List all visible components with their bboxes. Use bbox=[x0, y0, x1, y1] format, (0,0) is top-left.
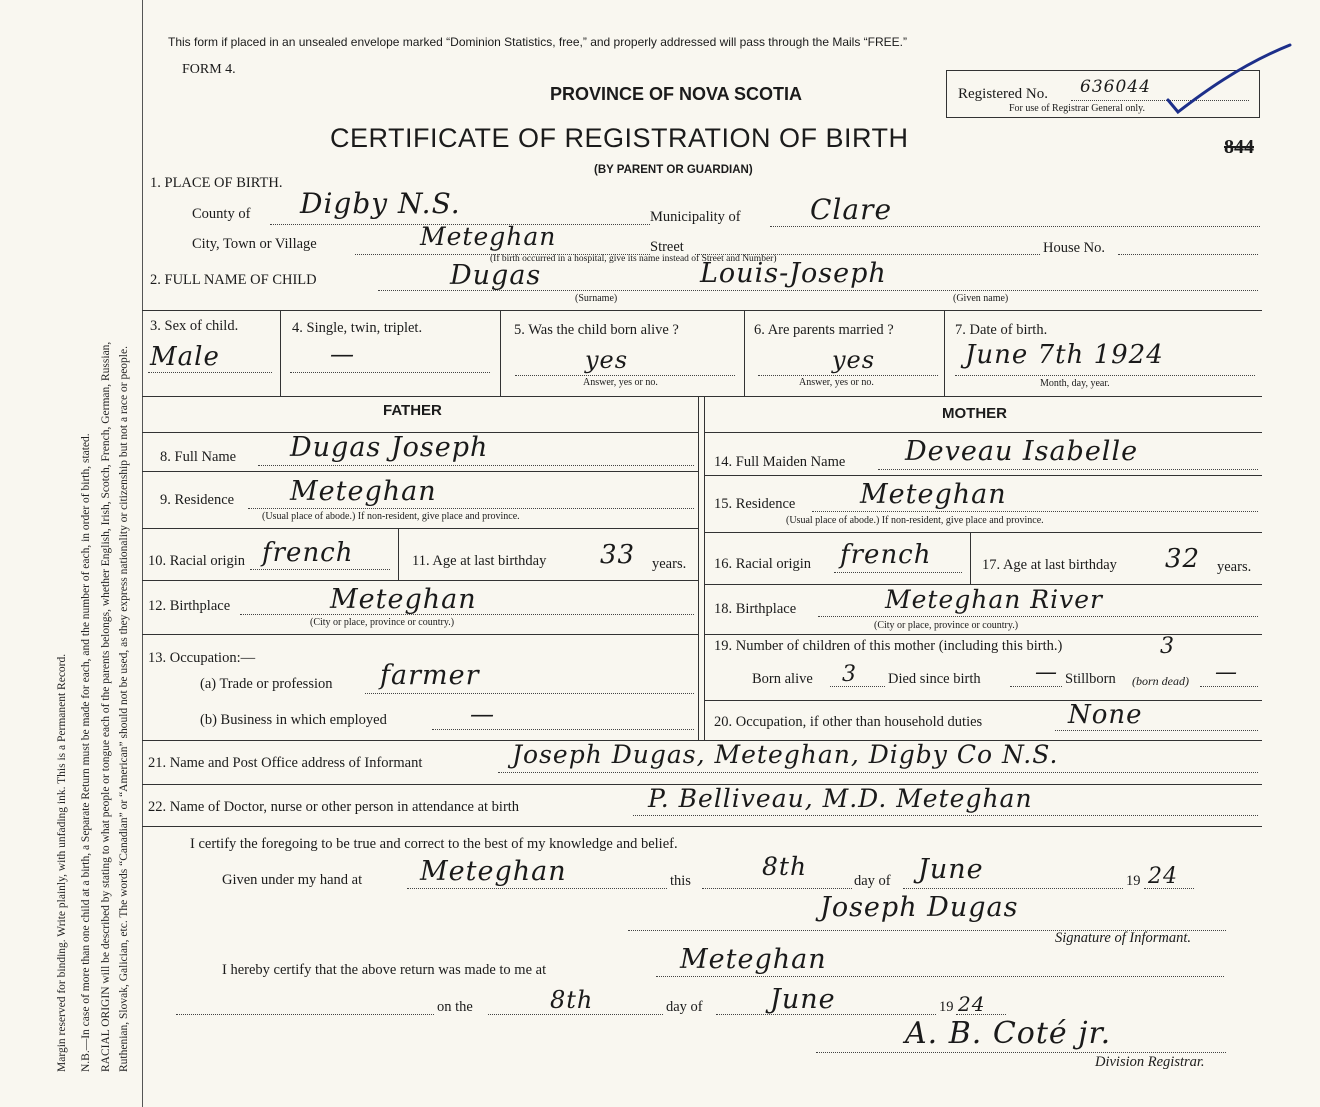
hospital-note: (If birth occurred in a hospital, give its name instead of Street and Number) bbox=[490, 254, 777, 264]
hereby-place-value: Meteghan bbox=[680, 944, 827, 975]
on-day-value: 8th bbox=[550, 986, 594, 1014]
year2-prefix: 19 bbox=[939, 999, 954, 1015]
father-occupation-label: 13. Occupation:— bbox=[148, 650, 256, 666]
stillborn-label: Stillborn bbox=[1065, 671, 1116, 687]
mail-notice: This form if placed in an unsealed envelope marked “Dominion Statistics, free,” and properly addressed will pass through the Mails “FREE.” bbox=[168, 35, 908, 49]
stillborn-value: — bbox=[1215, 660, 1238, 685]
city-value: Meteghan bbox=[420, 222, 557, 251]
father-age-label: 11. Age at last birthday bbox=[412, 553, 547, 569]
stillborn-note: (born dead) bbox=[1132, 674, 1189, 688]
this-day-value: 8th bbox=[762, 852, 808, 881]
children-count-value: 3 bbox=[1160, 634, 1175, 659]
margin-note-4: Ruthenian, Slovak, Galician, etc. The words “Canadian” or “American” should not be used, as they express nationality or citizenship but not a race or people. bbox=[118, 346, 130, 1072]
business-label: (b) Business in which employed bbox=[200, 712, 387, 728]
month2-value: June bbox=[770, 984, 836, 1015]
street-label: Street bbox=[650, 239, 684, 255]
certificate-title: CERTIFICATE OF REGISTRATION OF BIRTH bbox=[330, 123, 909, 153]
father-heading: FATHER bbox=[383, 402, 442, 419]
house-label: House No. bbox=[1043, 240, 1106, 256]
born-alive-count-label: Born alive bbox=[752, 671, 813, 687]
father-years: years. bbox=[652, 556, 687, 572]
division-registrar-caption: Division Registrar. bbox=[1095, 1054, 1205, 1070]
child-given-name: Louis-Joseph bbox=[700, 258, 887, 289]
father-residence-value: Meteghan bbox=[290, 476, 437, 507]
parents-married-caption: Answer, yes or no. bbox=[799, 377, 874, 388]
mother-racial-value: french bbox=[840, 540, 932, 570]
day-of2-label: day of bbox=[666, 999, 703, 1015]
father-age-value: 33 bbox=[600, 540, 636, 570]
certify-statement: I certify the foregoing to be true and correct to the best of my knowledge and belief. bbox=[190, 836, 678, 852]
sex-label: 3. Sex of child. bbox=[150, 318, 239, 334]
father-birthplace-label: 12. Birthplace bbox=[148, 598, 231, 614]
registered-value: 636044 bbox=[1080, 77, 1151, 97]
binding-margin-line bbox=[142, 0, 143, 1107]
informant-value: Joseph Dugas, Meteghan, Digby Co N.S. bbox=[512, 740, 1059, 769]
mother-racial-label: 16. Racial origin bbox=[714, 556, 812, 572]
sex-value: Male bbox=[150, 342, 220, 372]
mother-age-value: 32 bbox=[1165, 544, 1201, 574]
single-twin-value: — bbox=[330, 340, 355, 368]
province-title: PROVINCE OF NOVA SCOTIA bbox=[550, 84, 803, 104]
date-of-birth-value: June 7th 1924 bbox=[965, 340, 1164, 370]
parents-married-label: 6. Are parents married ? bbox=[754, 322, 894, 338]
place-of-birth-label: 1. PLACE OF BIRTH. bbox=[150, 175, 283, 191]
municipality-label: Municipality of bbox=[650, 209, 741, 225]
corner-number: 844 bbox=[1224, 136, 1254, 158]
child-name-label: 2. FULL NAME OF CHILD bbox=[150, 272, 317, 288]
died-label: Died since birth bbox=[888, 671, 981, 687]
given-place-value: Meteghan bbox=[420, 856, 567, 887]
father-birthplace-value: Meteghan bbox=[330, 584, 477, 615]
mother-occupation-value: None bbox=[1068, 700, 1143, 730]
informant-signature: Joseph Dugas bbox=[820, 892, 1019, 923]
mother-name-label: 14. Full Maiden Name bbox=[714, 454, 846, 470]
mother-birthplace-caption: (City or place, province or country.) bbox=[874, 620, 1019, 631]
date-of-birth-caption: Month, day, year. bbox=[1040, 378, 1110, 389]
father-residence-caption: (Usual place of abode.) If non-resident, give place and province. bbox=[262, 511, 520, 522]
margin-note-3: RACIAL ORIGIN will be described by stating to what people or tongue each of the parents belongs, whether English, Irish, Scotch, French, German, Russian, bbox=[100, 341, 112, 1072]
registrar-note: For use of Registrar General only. bbox=[1009, 103, 1145, 114]
day-of-label: day of bbox=[854, 873, 891, 889]
surname-caption: (Surname) bbox=[575, 293, 618, 304]
mother-residence-caption: (Usual place of abode.) If non-resident, give place and province. bbox=[786, 515, 1044, 526]
father-name-label: 8. Full Name bbox=[160, 449, 237, 465]
month-value: June bbox=[918, 854, 984, 885]
county-value: Digby N.S. bbox=[300, 187, 461, 220]
informant-label: 21. Name and Post Office address of Informant bbox=[148, 755, 423, 771]
died-value: — bbox=[1035, 660, 1058, 685]
mother-occupation-label: 20. Occupation, if other than household duties bbox=[714, 714, 983, 730]
child-surname: Dugas bbox=[450, 260, 542, 291]
year-prefix: 19 bbox=[1126, 873, 1141, 889]
check-mark-icon bbox=[1160, 40, 1300, 120]
mother-heading: MOTHER bbox=[942, 405, 1007, 422]
mother-birthplace-label: 18. Birthplace bbox=[714, 601, 797, 617]
year2-suffix-value: 24 bbox=[958, 992, 986, 1016]
father-name-value: Dugas Joseph bbox=[290, 432, 489, 463]
doctor-value: P. Belliveau, M.D. Meteghan bbox=[648, 784, 1033, 813]
father-racial-value: french bbox=[262, 538, 354, 568]
county-label: County of bbox=[192, 206, 251, 222]
registered-label: Registered No. bbox=[958, 86, 1048, 102]
born-alive-value: yes bbox=[585, 346, 629, 374]
trade-label: (a) Trade or profession bbox=[200, 676, 333, 692]
mother-birthplace-value: Meteghan River bbox=[885, 585, 1103, 614]
doctor-label: 22. Name of Doctor, nurse or other person in attendance at birth bbox=[148, 799, 520, 815]
margin-note-2: N.B.—In case of more than one child at a birth, a Separate Return must be made for each, and the number of each, in order of birth, stated. bbox=[80, 433, 92, 1072]
mother-residence-value: Meteghan bbox=[860, 479, 1007, 510]
trade-value: farmer bbox=[380, 660, 480, 691]
this-label: this bbox=[670, 873, 691, 889]
certificate-subtitle: (BY PARENT OR GUARDIAN) bbox=[594, 164, 753, 176]
date-of-birth-label: 7. Date of birth. bbox=[955, 322, 1048, 338]
municipality-value: Clare bbox=[810, 193, 893, 226]
margin-note-1: Margin reserved for binding. Write plainly, with unfading ink. This is a Permanent Record. bbox=[56, 653, 68, 1072]
mother-years: years. bbox=[1217, 559, 1252, 575]
mother-residence-label: 15. Residence bbox=[714, 496, 796, 512]
city-label: City, Town or Village bbox=[192, 236, 317, 252]
single-twin-label: 4. Single, twin, triplet. bbox=[292, 320, 423, 336]
parents-married-value: yes bbox=[832, 346, 876, 374]
children-count-label: 19. Number of children of this mother (including this birth.) bbox=[714, 638, 1063, 654]
given-caption: (Given name) bbox=[953, 293, 1009, 304]
registrar-signature: A. B. Coté jr. bbox=[905, 1016, 1112, 1051]
father-racial-label: 10. Racial origin bbox=[148, 553, 246, 569]
business-value: — bbox=[470, 700, 495, 728]
born-alive-count-value: 3 bbox=[842, 662, 857, 687]
form-number: FORM 4. bbox=[182, 62, 236, 77]
signature-informant-caption: Signature of Informant. bbox=[1055, 930, 1192, 946]
father-residence-label: 9. Residence bbox=[160, 492, 235, 508]
born-alive-label: 5. Was the child born alive ? bbox=[514, 322, 679, 338]
father-birthplace-caption: (City or place, province or country.) bbox=[310, 617, 455, 628]
mother-name-value: Deveau Isabelle bbox=[905, 436, 1139, 467]
born-alive-caption: Answer, yes or no. bbox=[583, 377, 658, 388]
hereby-label: I hereby certify that the above return was made to me at bbox=[222, 962, 547, 978]
year-suffix-value: 24 bbox=[1148, 864, 1178, 889]
mother-age-label: 17. Age at last birthday bbox=[982, 557, 1117, 573]
on-the-label: on the bbox=[437, 999, 473, 1015]
given-under-label: Given under my hand at bbox=[222, 872, 363, 888]
